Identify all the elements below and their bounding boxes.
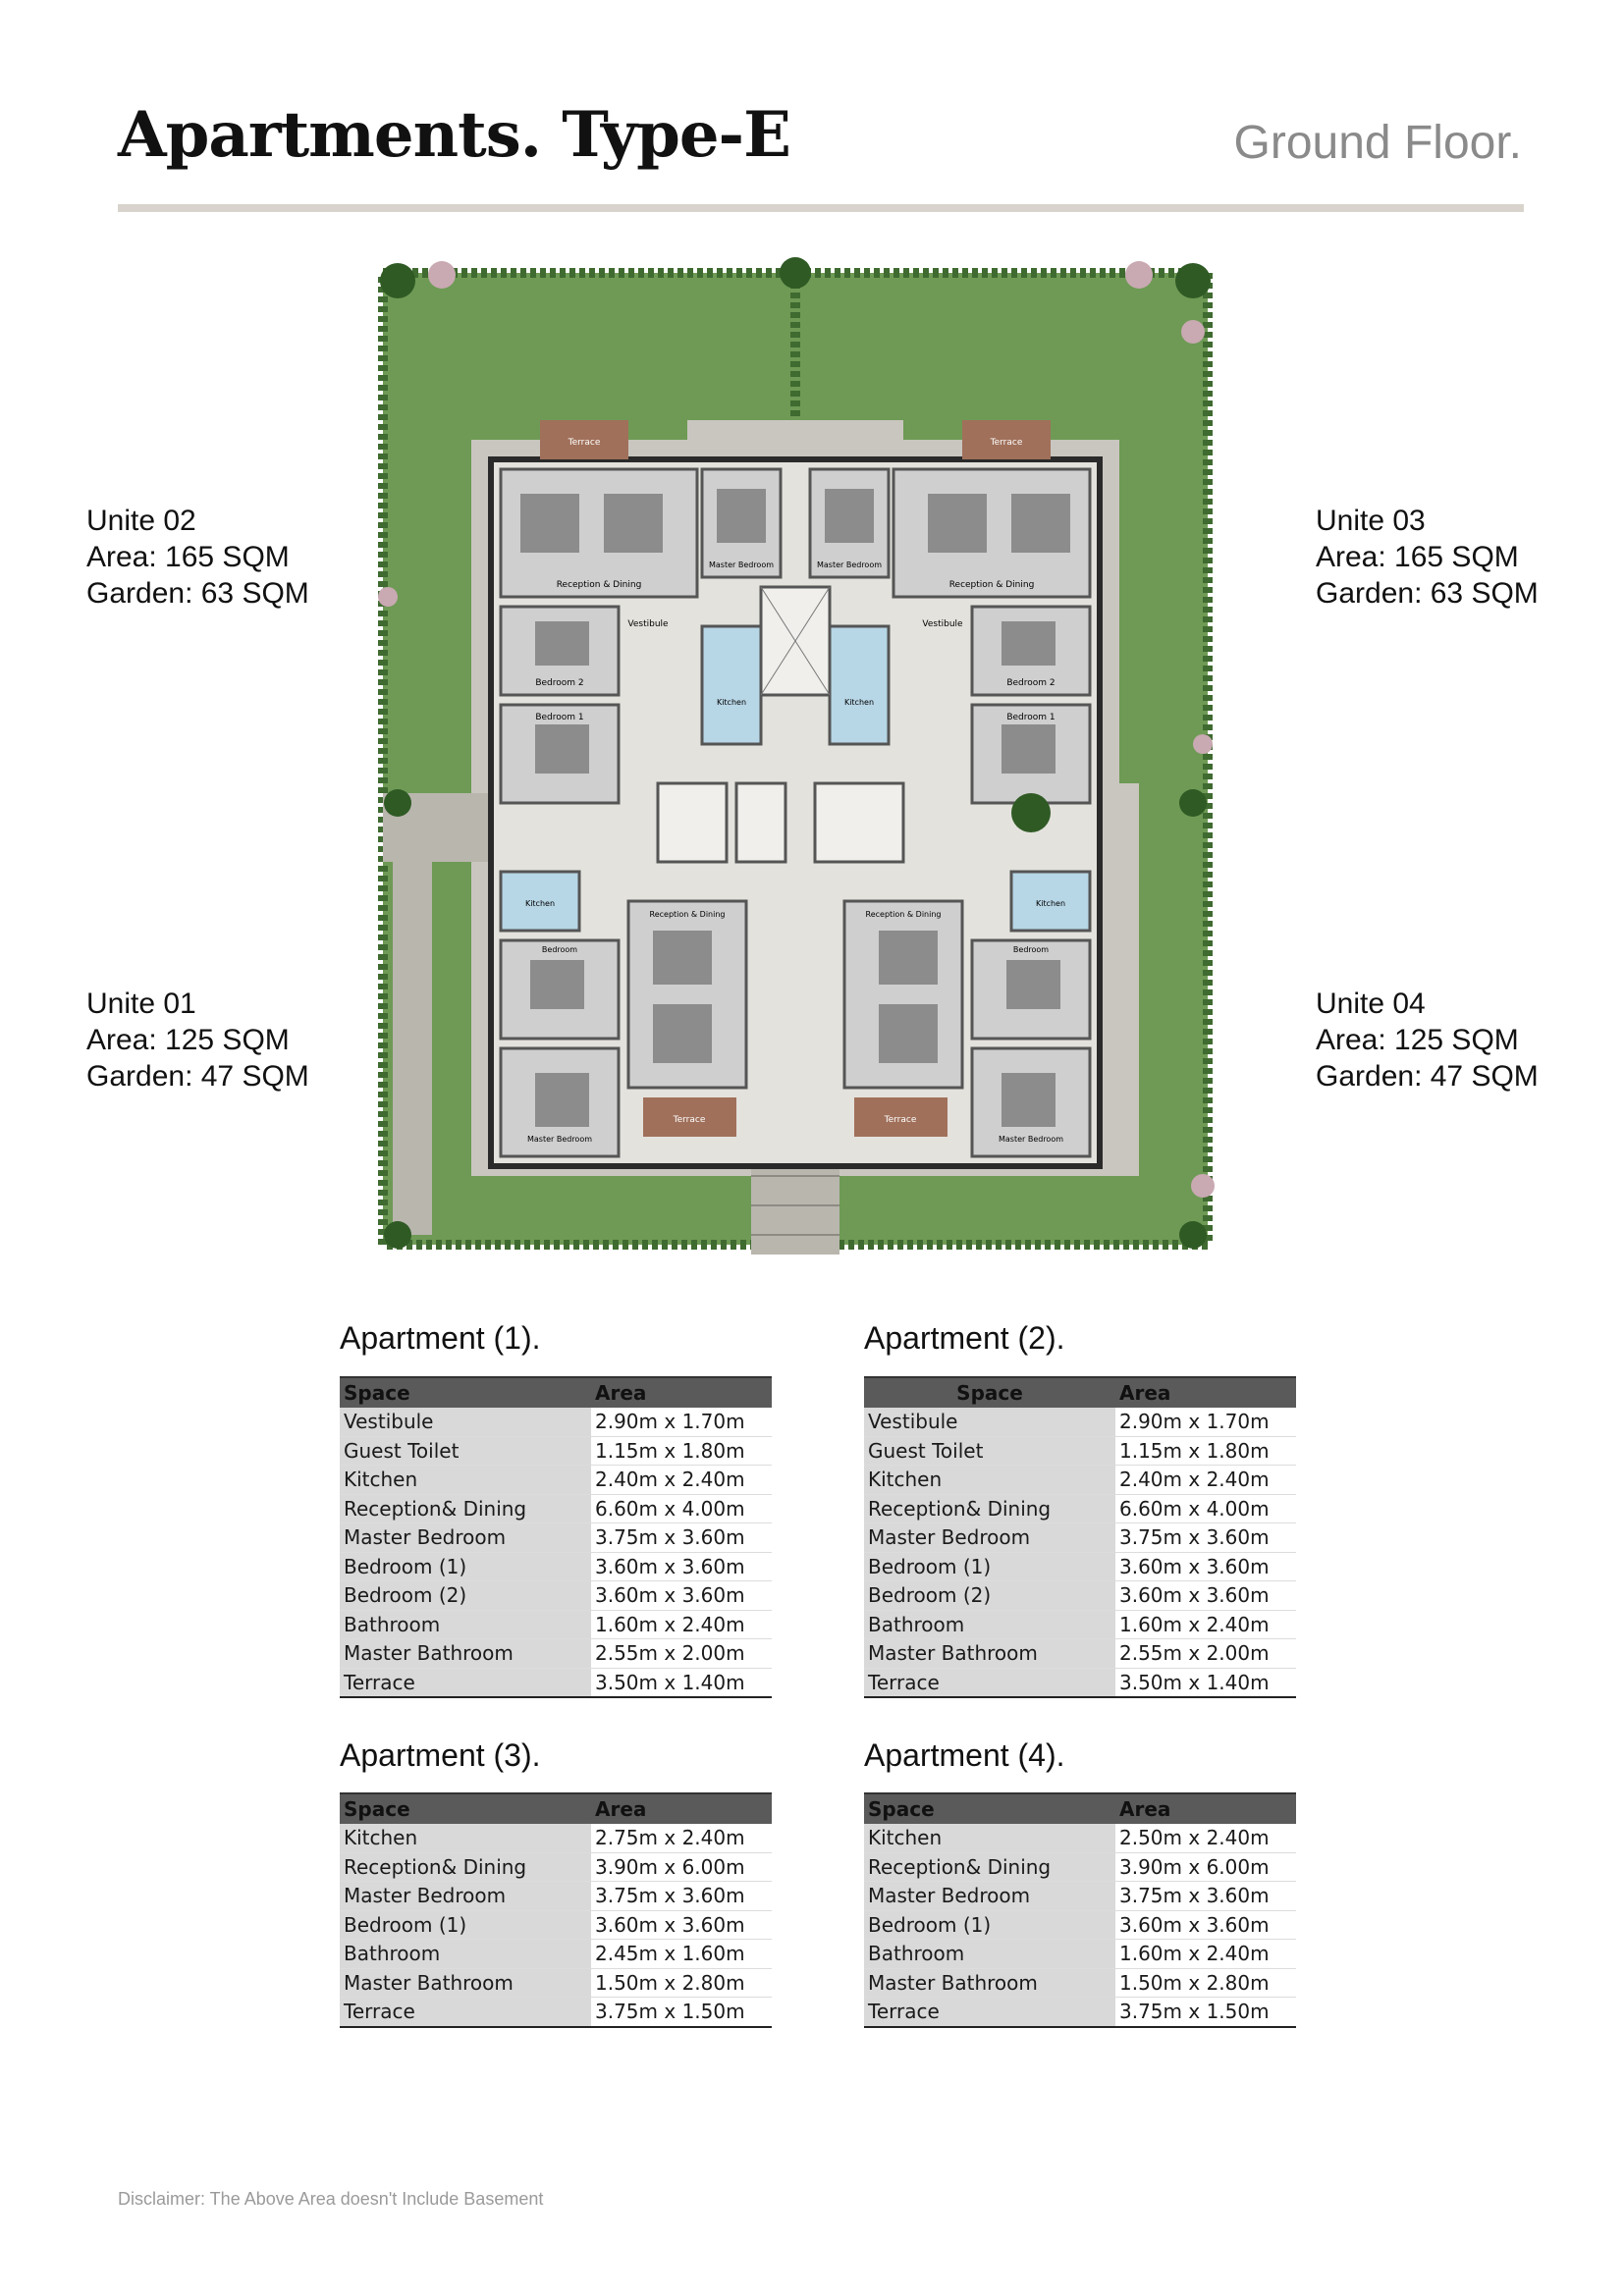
area-cell: 3.60m x 3.60m bbox=[1115, 1581, 1296, 1611]
stair-core-left bbox=[658, 783, 727, 862]
space-cell: Master Bedroom bbox=[340, 1523, 591, 1553]
space-cell: Kitchen bbox=[864, 1824, 1115, 1852]
table-body bbox=[864, 1408, 1296, 1697]
column-header-space: Space bbox=[340, 1793, 591, 1824]
area-cell: 2.45m x 1.60m bbox=[591, 1940, 772, 1969]
apartment-4-title: Apartment (4). bbox=[864, 1737, 1065, 1773]
table-row bbox=[340, 1824, 772, 1852]
space-cell: Reception& Dining bbox=[864, 1494, 1115, 1523]
svg-text:Terrace: Terrace bbox=[568, 438, 601, 448]
space-cell: Bathroom bbox=[864, 1940, 1115, 1969]
disclaimer: Disclaimer: The Above Area doesn't Include Basement bbox=[118, 2189, 544, 2209]
area-cell: 1.50m x 2.80m bbox=[1115, 1968, 1296, 1998]
area-cell: 3.90m x 6.00m bbox=[1115, 1852, 1296, 1882]
sofa-2 bbox=[520, 494, 579, 553]
table-row bbox=[340, 1639, 772, 1669]
column-header-area: Area bbox=[591, 1377, 772, 1408]
column-header-space: Space bbox=[864, 1793, 1115, 1824]
column-header-space: Space bbox=[864, 1377, 1115, 1408]
svg-text:Terrace: Terrace bbox=[990, 438, 1023, 448]
apartment-3-table bbox=[340, 1792, 772, 2028]
apartment-3-title: Apartment (3). bbox=[340, 1737, 541, 1773]
area-cell: 3.75m x 3.60m bbox=[1115, 1523, 1296, 1553]
stair-core-right bbox=[815, 783, 903, 862]
area-cell: 3.90m x 6.00m bbox=[591, 1852, 772, 1882]
space-cell: Vestibule bbox=[340, 1408, 591, 1436]
apartment-1-table bbox=[340, 1376, 772, 1698]
table-row bbox=[340, 1581, 772, 1611]
space-cell: Terrace bbox=[864, 1998, 1115, 2027]
table-row bbox=[864, 1852, 1296, 1882]
table-row bbox=[864, 1408, 1296, 1436]
table-row bbox=[864, 1668, 1296, 1697]
area-cell: 3.50m x 1.40m bbox=[591, 1668, 772, 1697]
table-row bbox=[340, 1494, 772, 1523]
space-cell: Terrace bbox=[340, 1668, 591, 1697]
table-row bbox=[340, 1668, 772, 1697]
unit-area: Area: 165 SQM bbox=[86, 541, 290, 573]
area-cell: 2.55m x 2.00m bbox=[1115, 1639, 1296, 1669]
area-cell: 3.60m x 3.60m bbox=[591, 1581, 772, 1611]
floor-plan bbox=[363, 253, 1227, 1264]
table-row bbox=[340, 1882, 772, 1911]
svg-text:Bedroom: Bedroom bbox=[541, 945, 578, 954]
svg-text:Kitchen: Kitchen bbox=[843, 698, 875, 707]
space-cell: Bedroom (1) bbox=[864, 1552, 1115, 1581]
area-cell: 1.15m x 1.80m bbox=[1115, 1436, 1296, 1466]
table-body bbox=[340, 1824, 772, 2027]
side-stair bbox=[393, 862, 432, 1235]
area-cell: 3.50m x 1.40m bbox=[1115, 1668, 1296, 1697]
unit-name: Unite 04 bbox=[1316, 988, 1426, 1020]
svg-text:Vestibule: Vestibule bbox=[627, 619, 669, 629]
table-row bbox=[864, 1523, 1296, 1553]
unit-02-info bbox=[86, 503, 309, 612]
unit-name: Unite 01 bbox=[86, 988, 196, 1020]
space-cell: Vestibule bbox=[864, 1408, 1115, 1436]
space-cell: Kitchen bbox=[864, 1466, 1115, 1495]
table-row bbox=[864, 1824, 1296, 1852]
area-cell: 2.50m x 2.40m bbox=[1115, 1824, 1296, 1852]
svg-text:Terrace: Terrace bbox=[884, 1115, 917, 1125]
svg-text:Terrace: Terrace bbox=[673, 1115, 706, 1125]
apartment-2-table bbox=[864, 1376, 1296, 1698]
area-cell: 2.55m x 2.00m bbox=[591, 1639, 772, 1669]
space-cell: Bathroom bbox=[340, 1610, 591, 1639]
unit-name: Unite 02 bbox=[86, 505, 196, 537]
space-cell: Kitchen bbox=[340, 1466, 591, 1495]
space-cell: Guest Toilet bbox=[340, 1436, 591, 1466]
table-row bbox=[340, 1436, 772, 1466]
svg-text:Bedroom 2: Bedroom 2 bbox=[1006, 678, 1056, 688]
svg-text:Master Bedroom: Master Bedroom bbox=[998, 1135, 1064, 1144]
table-row bbox=[340, 1610, 772, 1639]
table-row bbox=[340, 1910, 772, 1940]
space-cell: Master Bedroom bbox=[864, 1882, 1115, 1911]
area-cell: 3.60m x 3.60m bbox=[1115, 1910, 1296, 1940]
area-cell: 2.75m x 2.40m bbox=[591, 1824, 772, 1852]
unit-garden: Garden: 63 SQM bbox=[1316, 577, 1539, 610]
area-cell: 3.60m x 3.60m bbox=[1115, 1552, 1296, 1581]
space-cell: Reception& Dining bbox=[340, 1494, 591, 1523]
space-cell: Terrace bbox=[340, 1998, 591, 2027]
column-header-space: Space bbox=[340, 1377, 591, 1408]
table-row bbox=[864, 1581, 1296, 1611]
area-cell: 3.60m x 3.60m bbox=[591, 1552, 772, 1581]
svg-text:Master Bedroom: Master Bedroom bbox=[526, 1135, 593, 1144]
area-cell: 6.60m x 4.00m bbox=[591, 1494, 772, 1523]
svg-text:Bedroom 1: Bedroom 1 bbox=[535, 713, 584, 722]
space-cell: Terrace bbox=[864, 1668, 1115, 1697]
svg-text:Master Bedroom: Master Bedroom bbox=[816, 561, 883, 569]
kitchen-3 bbox=[830, 626, 889, 744]
svg-text:Kitchen: Kitchen bbox=[524, 899, 556, 908]
dining-2 bbox=[604, 494, 663, 553]
space-cell: Bedroom (1) bbox=[864, 1910, 1115, 1940]
title-divider bbox=[118, 204, 1524, 212]
table-row bbox=[864, 1882, 1296, 1911]
page-title: Apartments. Type-E bbox=[118, 98, 790, 172]
area-cell: 3.75m x 3.60m bbox=[591, 1523, 772, 1553]
floor-label: Ground Floor. bbox=[1233, 117, 1522, 169]
svg-text:Reception & Dining: Reception & Dining bbox=[948, 580, 1035, 590]
unit-name: Unite 03 bbox=[1316, 505, 1426, 537]
space-cell: Bedroom (2) bbox=[864, 1581, 1115, 1611]
space-cell: Master Bathroom bbox=[864, 1639, 1115, 1669]
table-row bbox=[340, 1408, 772, 1436]
area-cell: 3.75m x 3.60m bbox=[591, 1882, 772, 1911]
svg-text:Reception & Dining: Reception & Dining bbox=[649, 910, 726, 919]
table-row bbox=[864, 1436, 1296, 1466]
area-cell: 6.60m x 4.00m bbox=[1115, 1494, 1296, 1523]
unit-area: Area: 165 SQM bbox=[1316, 541, 1519, 573]
space-cell: Bedroom (1) bbox=[340, 1910, 591, 1940]
space-cell: Master Bathroom bbox=[340, 1968, 591, 1998]
table-row bbox=[340, 1852, 772, 1882]
svg-text:Master Bedroom: Master Bedroom bbox=[708, 561, 775, 569]
table-row bbox=[864, 1910, 1296, 1940]
table-row bbox=[340, 1940, 772, 1969]
unit-area: Area: 125 SQM bbox=[1316, 1024, 1519, 1056]
table-row bbox=[340, 1552, 772, 1581]
table-row bbox=[340, 1998, 772, 2027]
column-header-area: Area bbox=[591, 1793, 772, 1824]
space-cell: Reception& Dining bbox=[340, 1852, 591, 1882]
table-row bbox=[340, 1523, 772, 1553]
svg-text:Reception & Dining: Reception & Dining bbox=[865, 910, 942, 919]
svg-text:Vestibule: Vestibule bbox=[922, 619, 963, 629]
svg-text:Bedroom 1: Bedroom 1 bbox=[1006, 713, 1056, 722]
area-cell: 2.40m x 2.40m bbox=[591, 1466, 772, 1495]
svg-text:Reception & Dining: Reception & Dining bbox=[556, 580, 642, 590]
apartment-4-table bbox=[864, 1792, 1296, 2028]
column-header-area: Area bbox=[1115, 1793, 1296, 1824]
area-cell: 3.75m x 1.50m bbox=[591, 1998, 772, 2027]
column-header-area: Area bbox=[1115, 1377, 1296, 1408]
table-row bbox=[340, 1968, 772, 1998]
area-cell: 1.50m x 2.80m bbox=[591, 1968, 772, 1998]
space-cell: Master Bedroom bbox=[340, 1882, 591, 1911]
svg-text:Bedroom: Bedroom bbox=[1012, 945, 1050, 954]
area-cell: 2.90m x 1.70m bbox=[1115, 1408, 1296, 1436]
unit-garden: Garden: 63 SQM bbox=[86, 577, 309, 610]
table-body bbox=[340, 1408, 772, 1697]
area-cell: 3.60m x 3.60m bbox=[591, 1910, 772, 1940]
space-cell: Reception& Dining bbox=[864, 1852, 1115, 1882]
space-cell: Bathroom bbox=[340, 1940, 591, 1969]
apartment-2-title: Apartment (2). bbox=[864, 1320, 1065, 1356]
table-row bbox=[864, 1494, 1296, 1523]
svg-text:Kitchen: Kitchen bbox=[716, 698, 747, 707]
area-cell: 2.40m x 2.40m bbox=[1115, 1466, 1296, 1495]
kitchen-2 bbox=[702, 626, 761, 744]
space-cell: Bathroom bbox=[864, 1610, 1115, 1639]
table-row bbox=[864, 1998, 1296, 2027]
table-row bbox=[864, 1466, 1296, 1495]
table-row bbox=[340, 1466, 772, 1495]
area-cell: 1.60m x 2.40m bbox=[1115, 1940, 1296, 1969]
area-cell: 1.60m x 2.40m bbox=[591, 1610, 772, 1639]
unit-garden: Garden: 47 SQM bbox=[86, 1060, 309, 1093]
space-cell: Bedroom (2) bbox=[340, 1581, 591, 1611]
table-row bbox=[864, 1610, 1296, 1639]
unit-area: Area: 125 SQM bbox=[86, 1024, 290, 1056]
apartment-1-title: Apartment (1). bbox=[340, 1320, 541, 1356]
area-cell: 3.75m x 1.50m bbox=[1115, 1998, 1296, 2027]
space-cell: Master Bathroom bbox=[340, 1639, 591, 1669]
unit-garden: Garden: 47 SQM bbox=[1316, 1060, 1539, 1093]
unit-01-info bbox=[86, 986, 309, 1095]
space-cell: Master Bedroom bbox=[864, 1523, 1115, 1553]
space-cell: Master Bathroom bbox=[864, 1968, 1115, 1998]
space-cell: Guest Toilet bbox=[864, 1436, 1115, 1466]
stair-core-mid bbox=[736, 783, 785, 862]
svg-text:Bedroom 2: Bedroom 2 bbox=[535, 678, 584, 688]
svg-text:Kitchen: Kitchen bbox=[1035, 899, 1066, 908]
area-cell: 3.75m x 3.60m bbox=[1115, 1882, 1296, 1911]
area-cell: 1.15m x 1.80m bbox=[591, 1436, 772, 1466]
space-cell: Bedroom (1) bbox=[340, 1552, 591, 1581]
area-cell: 2.90m x 1.70m bbox=[591, 1408, 772, 1436]
space-cell: Kitchen bbox=[340, 1824, 591, 1852]
table-body bbox=[864, 1824, 1296, 2027]
table-row bbox=[864, 1940, 1296, 1969]
area-cell: 1.60m x 2.40m bbox=[1115, 1610, 1296, 1639]
table-row bbox=[864, 1968, 1296, 1998]
unit-04-info bbox=[1316, 986, 1539, 1095]
table-row bbox=[864, 1639, 1296, 1669]
table-row bbox=[864, 1552, 1296, 1581]
unit-03-info bbox=[1316, 503, 1539, 612]
